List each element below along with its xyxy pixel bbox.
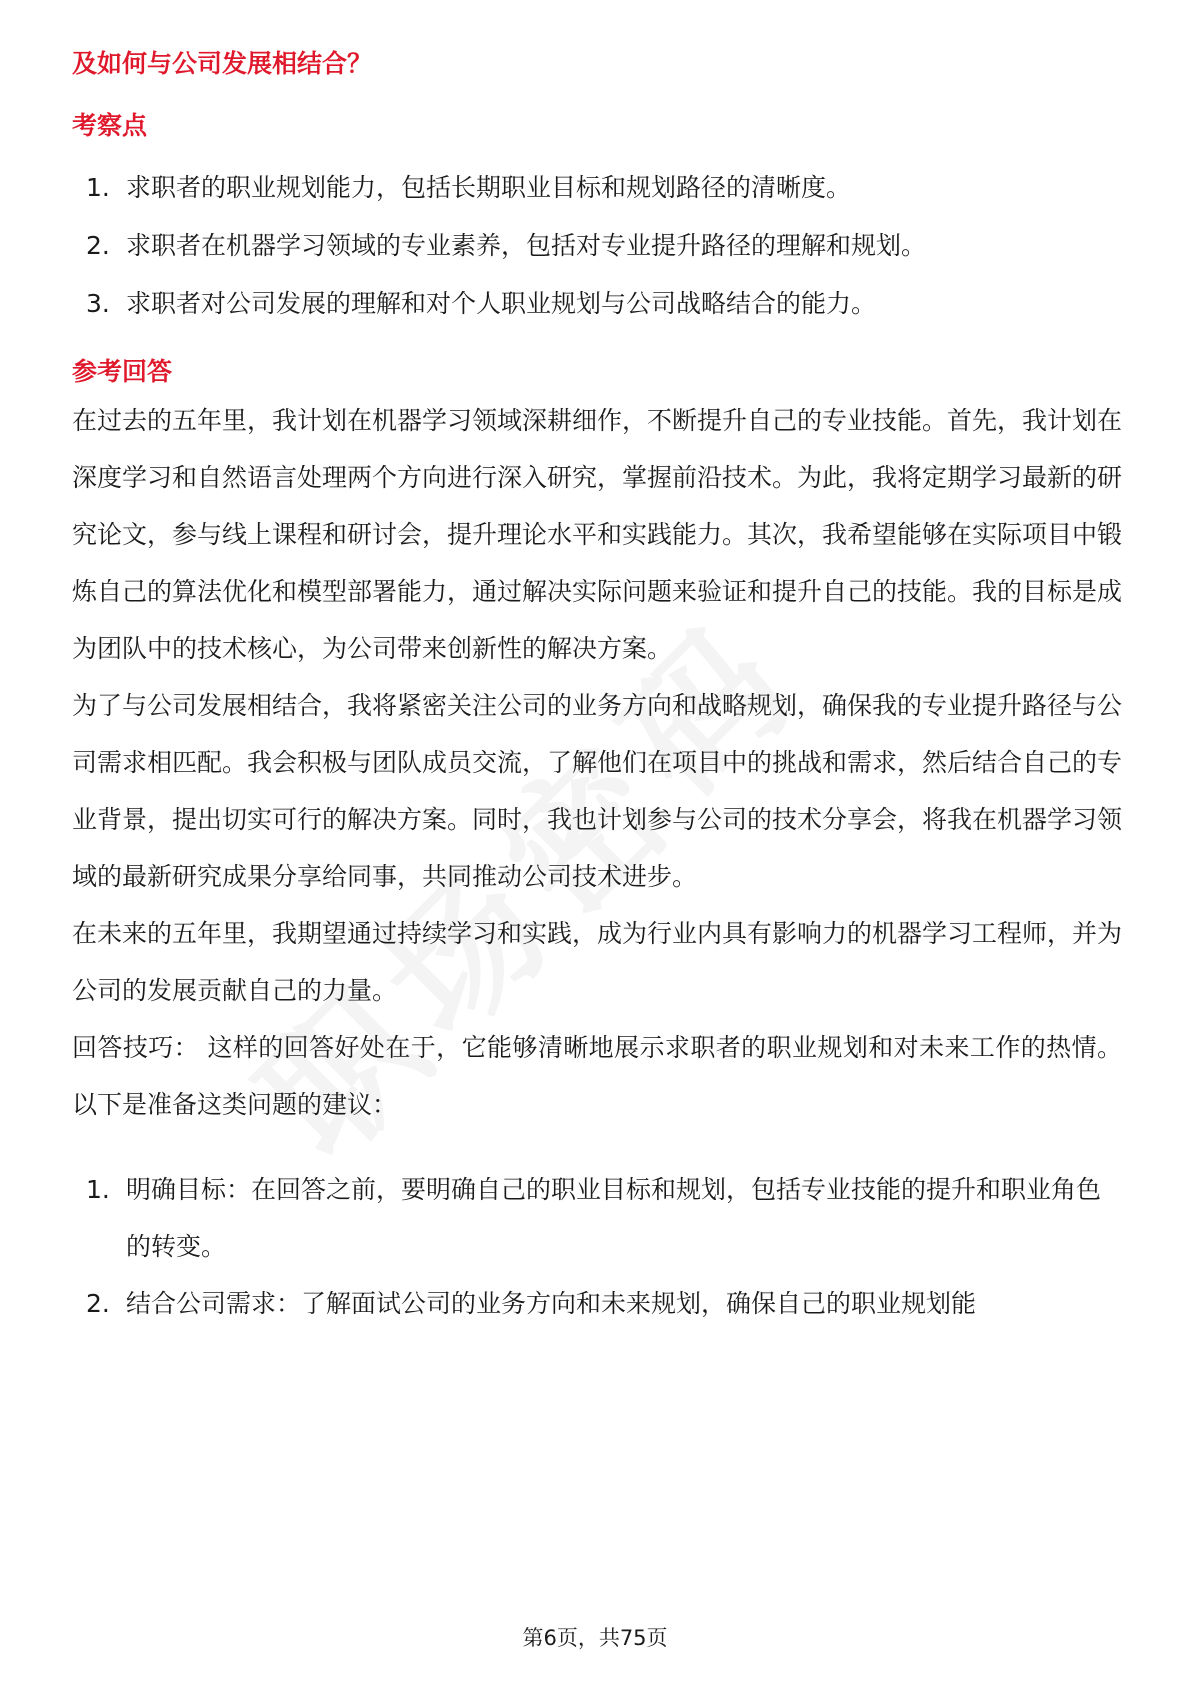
list-item-text: 求职者的职业规划能力，包括长期职业目标和规划路径的清晰度。 bbox=[126, 173, 852, 202]
list-item bbox=[72, 284, 1122, 324]
list-number: 2. bbox=[86, 1289, 110, 1318]
answer-paragraph: 为了与公司发展相结合，我将紧密关注公司的业务方向和战略规划，确保我的专业提升路径与公司需求相匹配。我会积极与团队成员交流，了解他们在项目中的挑战和需求，然后结合自己的专业背景，提出切实可行的解决方案。同时，我也计划参与公司的技术分享会，将我在机器学习领域的最新研究成果分享给同事，共同推动公司技术进步。 bbox=[72, 691, 1123, 891]
tips-list bbox=[72, 1161, 1122, 1332]
list-number: 2. bbox=[86, 231, 110, 260]
list-item bbox=[72, 226, 1122, 266]
list-item bbox=[72, 1275, 1122, 1332]
answer-paragraph: 在过去的五年里，我计划在机器学习领域深耕细作，不断提升自己的专业技能。首先，我计划在深度学习和自然语言处理两个方向进行深入研究，掌握前沿技术。为此，我将定期学习最新的研究论文，参与线上课程和研讨会，提升理论水平和实践能力。其次，我希望能够在实际项目中锻炼自己的算法优化和模型部署能力，通过解决实际问题来验证和提升自己的技能。我的目标是成为团队中的技术核心，为公司带来创新性的解决方案。 bbox=[72, 406, 1123, 663]
answer-paragraph: 在未来的五年里，我期望通过持续学习和实践，成为行业内具有影响力的机器学习工程师，并为公司的发展贡献自己的力量。 bbox=[72, 919, 1123, 1005]
page-footer: 第6页，共75页 bbox=[522, 1626, 668, 1650]
list-item bbox=[72, 168, 1122, 208]
tips-intro: 回答技巧： 这样的回答好处在于，它能够清晰地展示求职者的职业规划和对未来工作的热情。以下是准备这类问题的建议： bbox=[72, 1033, 1122, 1119]
list-item-text: 明确目标：在回答之前，要明确自己的职业目标和规划，包括专业技能的提升和职业角色的转变。 bbox=[126, 1175, 1102, 1261]
list-item-text: 求职者在机器学习领域的专业素养，包括对专业提升路径的理解和规划。 bbox=[126, 231, 927, 260]
list-item bbox=[72, 1161, 1122, 1275]
points-list bbox=[72, 168, 1122, 324]
list-number: 3. bbox=[86, 289, 110, 318]
list-number: 1. bbox=[86, 1175, 110, 1204]
answer-title: 参考回答 bbox=[72, 357, 173, 386]
list-number: 1. bbox=[86, 173, 110, 202]
points-title: 考察点 bbox=[72, 111, 148, 140]
list-item-text: 结合公司需求：了解面试公司的业务方向和未来规划，确保自己的职业规划能 bbox=[126, 1289, 977, 1318]
page-content bbox=[72, 44, 1122, 1332]
list-item-text: 求职者对公司发展的理解和对个人职业规划与公司战略结合的能力。 bbox=[126, 289, 877, 318]
question-tail: 及如何与公司发展相结合？ bbox=[72, 49, 373, 78]
